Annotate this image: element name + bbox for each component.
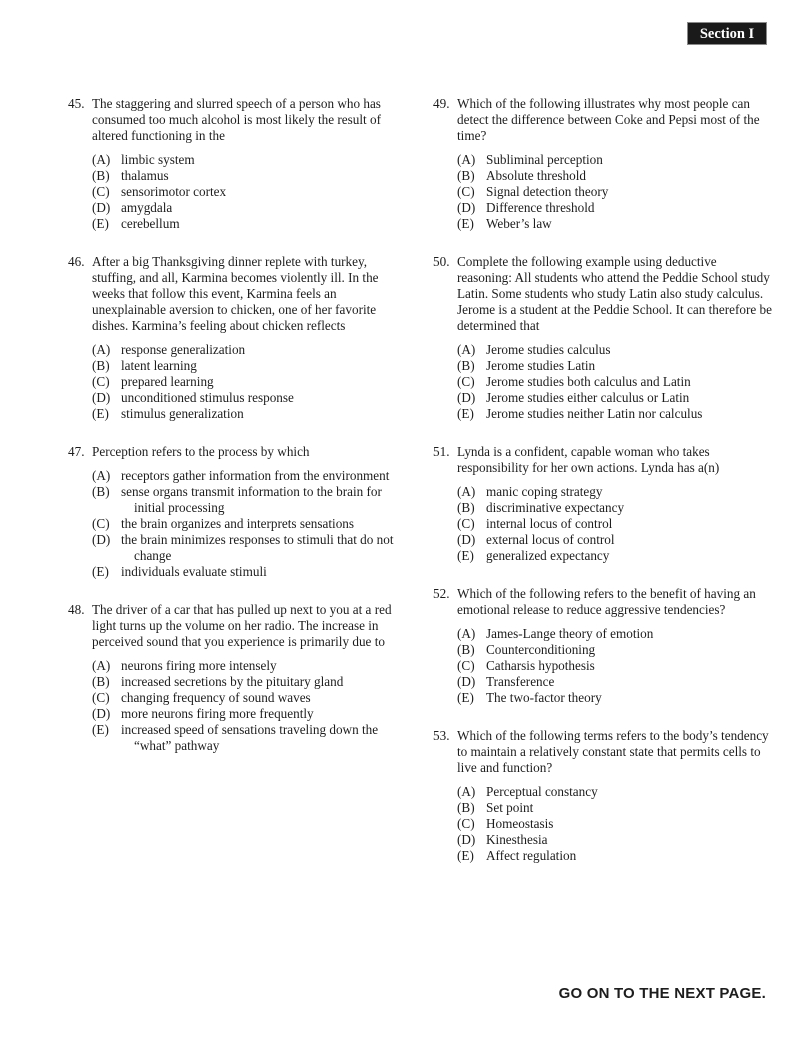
choice-51-B [457,500,773,516]
choice-letter: (D) [457,832,476,847]
choice-letter: (A) [457,342,476,357]
choice-letter: (A) [457,152,476,167]
choice-letter: (C) [92,516,110,531]
choice-53-B [457,800,773,816]
choice-text: Jerome studies neither Latin nor calculus [486,406,703,421]
choices-list [92,342,408,422]
choices-list [457,626,773,706]
question-stem: Perception refers to the process by which [92,444,310,459]
choice-letter: (D) [457,674,476,689]
choice-letter: (B) [457,358,475,373]
choices-list [92,658,408,754]
choice-50-D [457,390,773,406]
choice-text: generalized expectancy [486,548,610,563]
question-stem: The staggering and slurred speech of a person who has consumed too much alcohol is most likely the result of altered functioning in the [92,96,381,143]
choice-letter: (B) [457,800,475,815]
choice-text: internal locus of control [486,516,613,531]
choice-46-D [92,390,408,406]
choice-45-B [92,168,408,184]
choice-52-B [457,642,773,658]
choice-letter: (A) [92,658,111,673]
choice-letter: (B) [92,358,110,373]
choice-45-C [92,184,408,200]
choice-letter: (C) [92,690,110,705]
choice-52-E [457,690,773,706]
choice-letter: (E) [457,548,474,563]
choice-47-B [92,484,408,516]
choice-letter: (E) [457,848,474,863]
choice-51-C [457,516,773,532]
choice-47-E [92,564,408,580]
left-column [68,96,408,776]
choice-47-D [92,532,408,564]
choice-letter: (A) [457,626,476,641]
question-number: 53. [433,728,450,743]
choice-text: limbic system [121,152,195,167]
choice-text: Perceptual constancy [486,784,598,799]
choice-text: amygdala [121,200,173,215]
choices-list [457,342,773,422]
question-52 [433,586,773,706]
choice-text: discriminative expectancy [486,500,625,515]
choice-48-B [92,674,408,690]
choice-text: Homeostasis [486,816,554,831]
choice-letter: (A) [457,784,476,799]
choices-list [457,784,773,864]
choice-letter: (C) [457,374,475,389]
choice-49-A [457,152,773,168]
choice-51-D [457,532,773,548]
choice-letter: (E) [92,216,109,231]
question-stem: The driver of a car that has pulled up next to you at a red light turns up the volume on her radio. The increase in perceived sound that you experience is primarily due to [92,602,392,649]
question-48 [68,602,408,754]
choice-letter: (C) [457,816,475,831]
choice-letter: (E) [92,406,109,421]
choice-text: the brain minimizes responses to stimuli that do not change [121,532,394,563]
question-51 [433,444,773,564]
question-53-head [433,728,773,776]
choice-text: individuals evaluate stimuli [121,564,267,579]
choice-45-E [92,216,408,232]
choice-letter: (D) [457,390,476,405]
choice-letter: (A) [92,152,111,167]
choice-text: increased speed of sensations traveling down the “what” pathway [121,722,379,753]
choice-text: unconditioned stimulus response [121,390,294,405]
question-49-head [433,96,773,144]
choice-text: Transference [486,674,555,689]
choice-letter: (B) [457,500,475,515]
question-stem: Which of the following terms refers to the body’s tendency to maintain a relatively constant state that permits cells to live and function? [457,728,769,775]
choice-52-C [457,658,773,674]
choice-letter: (D) [92,200,111,215]
choice-text: Affect regulation [486,848,577,863]
choice-text: Counterconditioning [486,642,596,657]
choice-letter: (C) [92,374,110,389]
choice-text: Jerome studies calculus [486,342,611,357]
section-badge [687,22,767,45]
question-stem: After a big Thanksgiving dinner replete with turkey, stuffing, and all, Karmina becomes violently ill. In the weeks that follow this event, Karmina feels an unexplainable aversion to chicken, one of her favorite dishes. Karmina’s feeling about chicken reflects [92,254,379,333]
choice-text: response generalization [121,342,246,357]
choice-48-A [92,658,408,674]
choice-letter: (C) [457,516,475,531]
choice-48-D [92,706,408,722]
question-48-head [68,602,408,650]
choice-text: the brain organizes and interprets sensations [121,516,355,531]
choice-46-A [92,342,408,358]
choice-letter: (E) [457,216,474,231]
choice-letter: (A) [457,484,476,499]
choice-letter: (B) [92,168,110,183]
choice-50-A [457,342,773,358]
question-stem: Which of the following refers to the benefit of having an emotional release to reduce aggressive tendencies? [457,586,756,617]
choice-text: increased secretions by the pituitary gland [121,674,344,689]
choice-45-D [92,200,408,216]
question-stem: Complete the following example using deductive reasoning: All students who attend the Peddie School study Latin. Some students who study Latin also study calculus. Jerome is a student at the Peddie School. It can therefore be determined that [457,254,772,333]
choice-letter: (B) [92,484,110,499]
question-number: 49. [433,96,450,111]
question-47 [68,444,408,580]
question-number: 51. [433,444,450,459]
choice-letter: (B) [92,674,110,689]
choice-text: latent learning [121,358,197,373]
choice-letter: (C) [92,184,110,199]
choice-45-A [92,152,408,168]
choice-letter: (E) [457,406,474,421]
question-53 [433,728,773,864]
choice-46-E [92,406,408,422]
choice-53-C [457,816,773,832]
choice-48-C [92,690,408,706]
choice-letter: (B) [457,168,475,183]
section-badge-label: Section I [699,25,755,42]
choice-text: James-Lange theory of emotion [486,626,654,641]
question-51-head [433,444,773,476]
choice-49-B [457,168,773,184]
choice-text: Absolute threshold [486,168,586,183]
choice-text: Difference threshold [486,200,595,215]
question-49 [433,96,773,232]
choice-text: Signal detection theory [486,184,609,199]
choice-47-C [92,516,408,532]
choice-text: changing frequency of sound waves [121,690,311,705]
question-46 [68,254,408,422]
choice-text: Jerome studies either calculus or Latin [486,390,690,405]
choice-text: Kinesthesia [486,832,548,847]
question-50 [433,254,773,422]
questions-columns [68,96,774,886]
choice-letter: (B) [457,642,475,657]
question-number: 48. [68,602,85,617]
choice-letter: (E) [457,690,474,705]
question-number: 52. [433,586,450,601]
choice-46-B [92,358,408,374]
choice-text: sense organs transmit information to the brain for initial processing [121,484,382,515]
choice-letter: (D) [92,390,111,405]
question-stem: Lynda is a confident, capable woman who takes responsibility for her own actions. Lynda has a(n) [457,444,720,475]
choice-text: sensorimotor cortex [121,184,227,199]
question-number: 46. [68,254,85,269]
choice-text: neurons firing more intensely [121,658,277,673]
choices-list [457,484,773,564]
choice-letter: (A) [92,468,111,483]
choice-46-C [92,374,408,390]
question-stem: Which of the following illustrates why most people can detect the difference between Coke and Pepsi most of the time? [457,96,760,143]
footer-instruction: GO ON TO THE NEXT PAGE. [558,985,766,1002]
choice-letter: (D) [92,706,111,721]
choice-letter: (E) [92,564,109,579]
question-number: 50. [433,254,450,269]
right-column [433,96,773,886]
choice-text: Jerome studies Latin [486,358,596,373]
choice-letter: (D) [92,532,111,547]
question-45 [68,96,408,232]
choice-letter: (C) [457,658,475,673]
choice-text: Jerome studies both calculus and Latin [486,374,691,389]
choices-list [92,468,408,580]
question-number: 47. [68,444,85,459]
choice-53-E [457,848,773,864]
choice-text: Catharsis hypothesis [486,658,595,673]
choice-text: Weber’s law [486,216,552,231]
question-47-head [68,444,408,460]
question-45-head [68,96,408,144]
choice-text: Set point [486,800,534,815]
choice-50-C [457,374,773,390]
choice-text: manic coping strategy [486,484,603,499]
choice-text: Subliminal perception [486,152,603,167]
choice-text: prepared learning [121,374,214,389]
choices-list [92,152,408,232]
choice-letter: (D) [457,200,476,215]
choice-50-B [457,358,773,374]
choice-53-D [457,832,773,848]
choice-49-D [457,200,773,216]
choice-50-E [457,406,773,422]
choice-letter: (D) [457,532,476,547]
choice-51-A [457,484,773,500]
choice-48-E [92,722,408,754]
choice-52-A [457,626,773,642]
choice-text: cerebellum [121,216,180,231]
question-50-head [433,254,773,334]
question-46-head [68,254,408,334]
choice-49-E [457,216,773,232]
question-number: 45. [68,96,85,111]
choice-text: receptors gather information from the environment [121,468,390,483]
choice-text: The two-factor theory [486,690,602,705]
choice-text: more neurons firing more frequently [121,706,314,721]
choice-49-C [457,184,773,200]
choice-text: external locus of control [486,532,615,547]
choices-list [457,152,773,232]
choice-text: stimulus generalization [121,406,244,421]
question-52-head [433,586,773,618]
choice-52-D [457,674,773,690]
choice-text: thalamus [121,168,169,183]
choice-53-A [457,784,773,800]
choice-letter: (A) [92,342,111,357]
choice-letter: (C) [457,184,475,199]
choice-letter: (E) [92,722,109,737]
choice-51-E [457,548,773,564]
choice-47-A [92,468,408,484]
